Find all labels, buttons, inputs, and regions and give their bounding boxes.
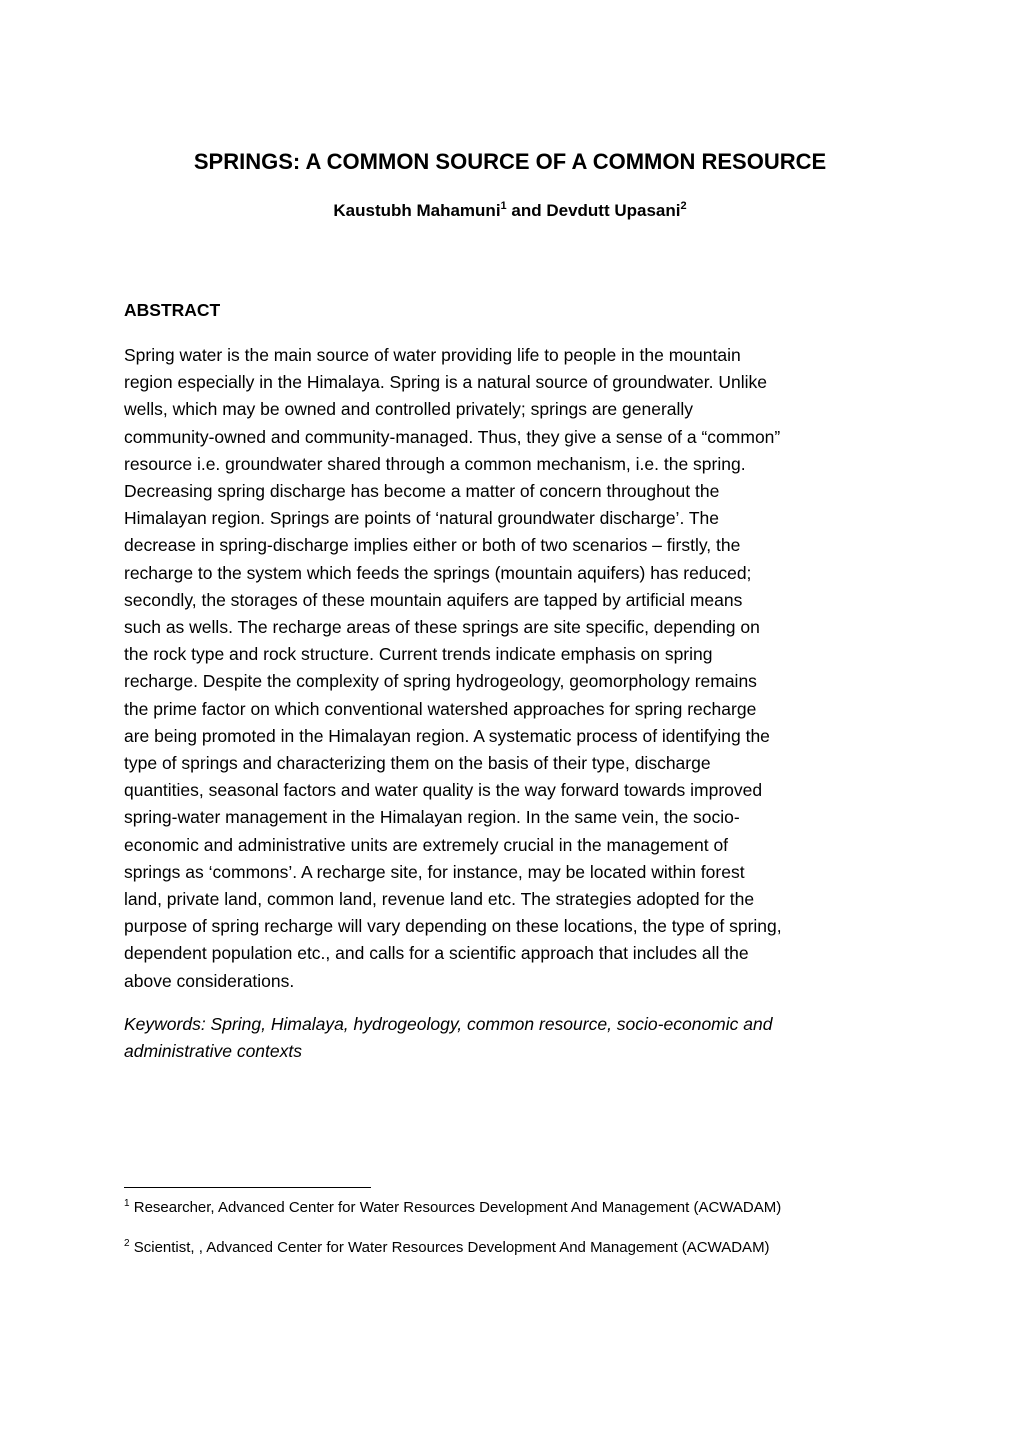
author-line	[0, 199, 1020, 223]
abstract-line: are being promoted in the Himalayan region. A systematic process of identifying the	[124, 725, 770, 746]
abstract-line: decrease in spring-discharge implies either or both of two scenarios – firstly, the	[124, 535, 741, 556]
abstract-line: resource i.e. groundwater shared through a common mechanism, i.e. the spring.	[124, 453, 746, 474]
abstract-line: the prime factor on which conventional watershed approaches for spring recharge	[124, 698, 757, 719]
keywords-line: Keywords: Spring, Himalaya, hydrogeology, common resource, socio-economic and	[124, 1014, 773, 1034]
abstract-line: community-owned and community-managed. Thus, they give a sense of a “common”	[124, 426, 781, 447]
abstract-line: Himalayan region. Springs are points of ‘natural groundwater discharge’. The	[124, 508, 720, 529]
footnote-2	[124, 1238, 924, 1258]
abstract-line: type of springs and characterizing them on the basis of their type, discharge	[124, 753, 711, 774]
keywords	[124, 1011, 914, 1065]
abstract-line: wells, which may be owned and controlled privately; springs are generally	[124, 399, 694, 420]
abstract-line: quantities, seasonal factors and water quality is the way forward towards improved	[124, 780, 763, 801]
abstract-line: Decreasing spring discharge has become a matter of concern throughout the	[124, 481, 720, 502]
author-first-footnote-mark: 1	[500, 200, 507, 212]
abstract-line: dependent population etc., and calls for a scientific approach that includes all the	[124, 943, 749, 964]
footnote-2-mark: 2	[124, 1238, 130, 1249]
abstract-line: recharge to the system which feeds the springs (mountain aquifers) has reduced;	[124, 562, 752, 583]
abstract-line: Spring water is the main source of water providing life to people in the mountain	[124, 345, 741, 365]
footnote-1	[124, 1198, 924, 1218]
abstract-line: purpose of spring recharge will vary depending on these locations, the type of spring,	[124, 916, 782, 937]
paper-title: SPRINGS: A COMMON SOURCE OF A COMMON RESOURCE	[193, 149, 827, 174]
footnote-2-text: Scientist, , Advanced Center for Water Resources Development And Management (ACWADAM)	[129, 1239, 770, 1256]
author-second-footnote-mark: 2	[680, 200, 687, 212]
abstract-line: land, private land, common land, revenue land etc. The strategies adopted for the	[124, 889, 755, 910]
abstract-body	[124, 342, 914, 995]
abstract-line: recharge. Despite the complexity of spring hydrogeology, geomorphology remains	[124, 671, 757, 692]
author-first-name: Kaustubh Mahamuni	[333, 201, 501, 220]
abstract-line: economic and administrative units are extremely crucial in the management of	[124, 834, 729, 855]
abstract-heading: ABSTRACT	[124, 300, 221, 320]
keywords-line: administrative contexts	[124, 1041, 302, 1062]
abstract-line: such as wells. The recharge areas of these springs are site specific, depending on	[124, 617, 760, 638]
author-second-name: Devdutt Upasani	[546, 201, 681, 220]
abstract-line: region especially in the Himalaya. Spring is a natural source of groundwater. Unlike	[124, 372, 767, 393]
abstract-line: springs as ‘commons’. A recharge site, for instance, may be located within forest	[124, 861, 745, 882]
footnote-1-mark: 1	[124, 1198, 130, 1209]
footnote-divider	[124, 1187, 371, 1188]
author-connector: and	[506, 201, 547, 220]
abstract-line: above considerations.	[124, 970, 295, 991]
abstract-line: spring-water management in the Himalayan region. In the same vein, the socio-	[124, 807, 740, 828]
footnote-1-text: Researcher, Advanced Center for Water Resources Development And Management (ACWADAM)	[129, 1199, 782, 1216]
abstract-line: secondly, the storages of these mountain aquifers are tapped by artificial means	[124, 589, 743, 610]
abstract-line: the rock type and rock structure. Current trends indicate emphasis on spring	[124, 644, 713, 665]
